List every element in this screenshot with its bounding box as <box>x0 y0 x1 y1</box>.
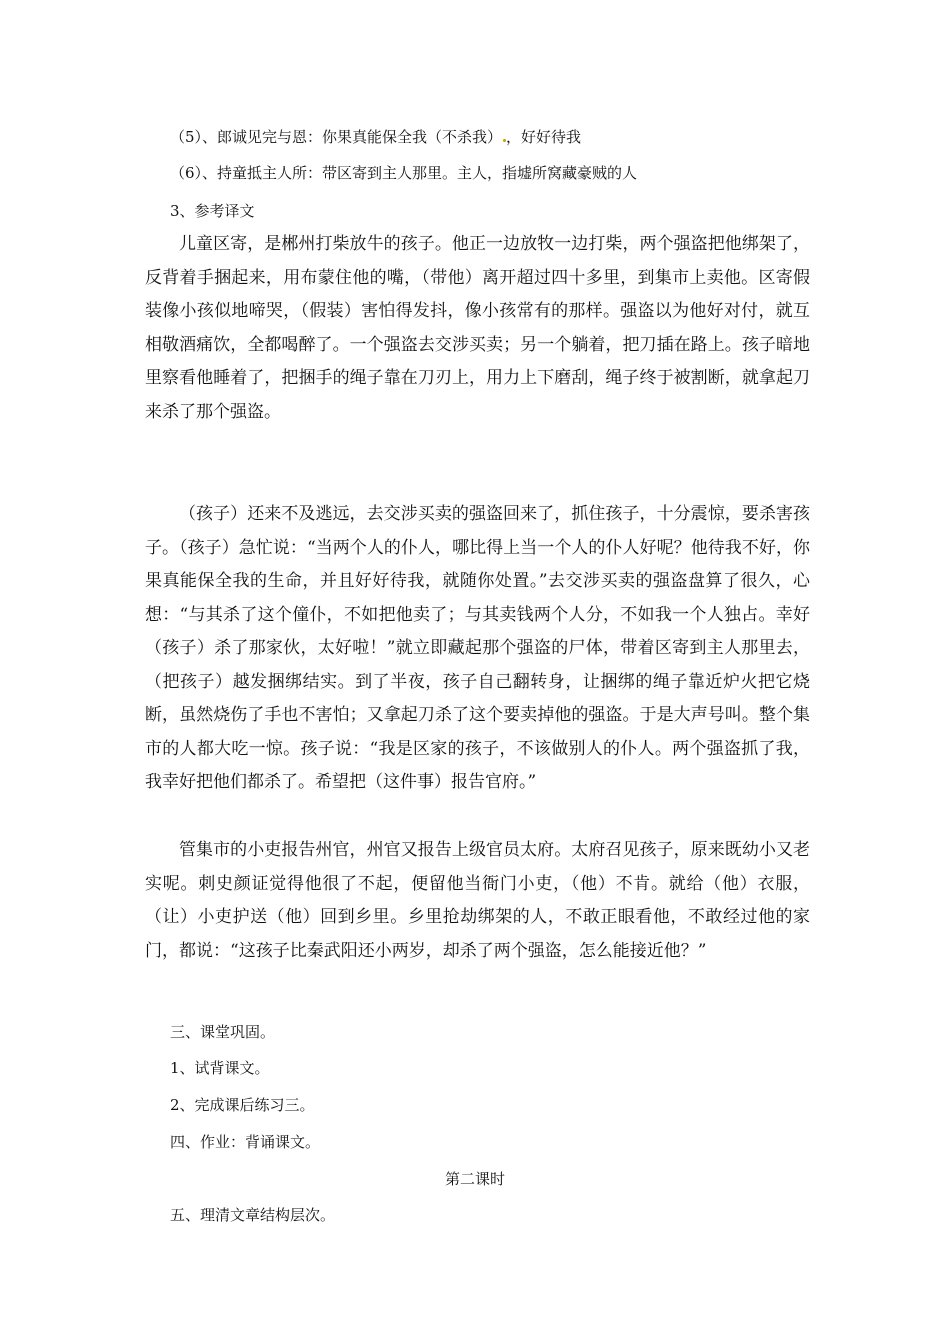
section-heading-structure: 五、理清文章结构层次。 <box>170 1206 336 1224</box>
section-heading-consolidate: 三、课堂巩固。 <box>170 1023 276 1041</box>
lesson-title: 第二课时 <box>444 1170 505 1188</box>
translation-paragraph-2: （孩子）还来不及逃远，去交涉买卖的强盗回来了，抓住孩子，十分震惊，要杀害孩子。（孩子）急忙说：“当两个人的仆人，哪比得上当一个人的仆人好呢？他待我不好，你果真能保全我的生命，并且好好待我，就随你处置。”去交涉买卖的强盗盘算了很久，心想：“与其杀了这个僮仆，不如把他卖了；与其卖钱两个人分，不如我一个人独占。幸好（孩子）杀了那家伙，太好啦！”就立即藏起那个强盗的尸体，带着区寄到主人那里去，（把孩子）越发捆绑结实。到了半夜，孩子自己翻转身，让捆绑的绳子靠近炉火把它烧断，虽然烧伤了手也不害怕；又拿起刀杀了这个要卖掉他的强盗。于是大声号叫。整个集市的人都大吃一惊。孩子说：“我是区家的孩子，不该做别人的仆人。两个强盗抓了我，我幸好把他们都杀了。希望把（这件事）报告官府。” <box>145 504 810 792</box>
note-item-5-text-end: ，好好待我 <box>506 128 582 146</box>
task-item-1: 1、试背课文。 <box>170 1059 270 1077</box>
translation-paragraph-3: 管集市的小吏报告州官，州官又报告上级官员太府。太府召见孩子，原来既幼小又老实呢。刺史颜证觉得他很了不起，便留他当衙门小吏，（他）不肯。就给（他）衣服，（让）小吏护送（他）回到乡里。乡里抢劫绑架的人，不敢正眼看他，不敢经过他的家门，都说：“这孩子比秦武阳还小两岁，却杀了两个强盗，怎么能接近他？” <box>145 840 810 961</box>
section-heading-reference-translation: 3、参考译文 <box>170 202 255 220</box>
section-heading-homework: 四、作业：背诵课文。 <box>170 1133 321 1151</box>
note-item-5 <box>170 127 581 147</box>
task-item-2: 2、完成课后练习三。 <box>170 1096 315 1114</box>
note-item-6: （6）、持童抵主人所：带区寄到主人那里。主人，指墟所窝藏豪贼的人 <box>170 164 638 182</box>
translation-paragraph-1: 儿童区寄，是郴州打柴放牛的孩子。他正一边放牧一边打柴，两个强盗把他绑架了，反背着手捆起来，用布蒙住他的嘴，（带他）离开超过四十多里，到集市上卖他。区寄假装像小孩似地啼哭，（假装）害怕得发抖，像小孩常有的那样。强盗以为他好对付，就互相敬酒痛饮，全都喝醉了。一个强盗去交涉买卖；另一个躺着，把刀插在路上。孩子暗地里察看他睡着了，把捆手的绳子靠在刀刃上，用力上下磨刮，绳子终于被割断，就拿起刀来杀了那个强盗。 <box>145 234 810 422</box>
note-item-5-text: （5）、郎诚见完与恩：你果真能保全我（不杀我） <box>170 128 503 146</box>
